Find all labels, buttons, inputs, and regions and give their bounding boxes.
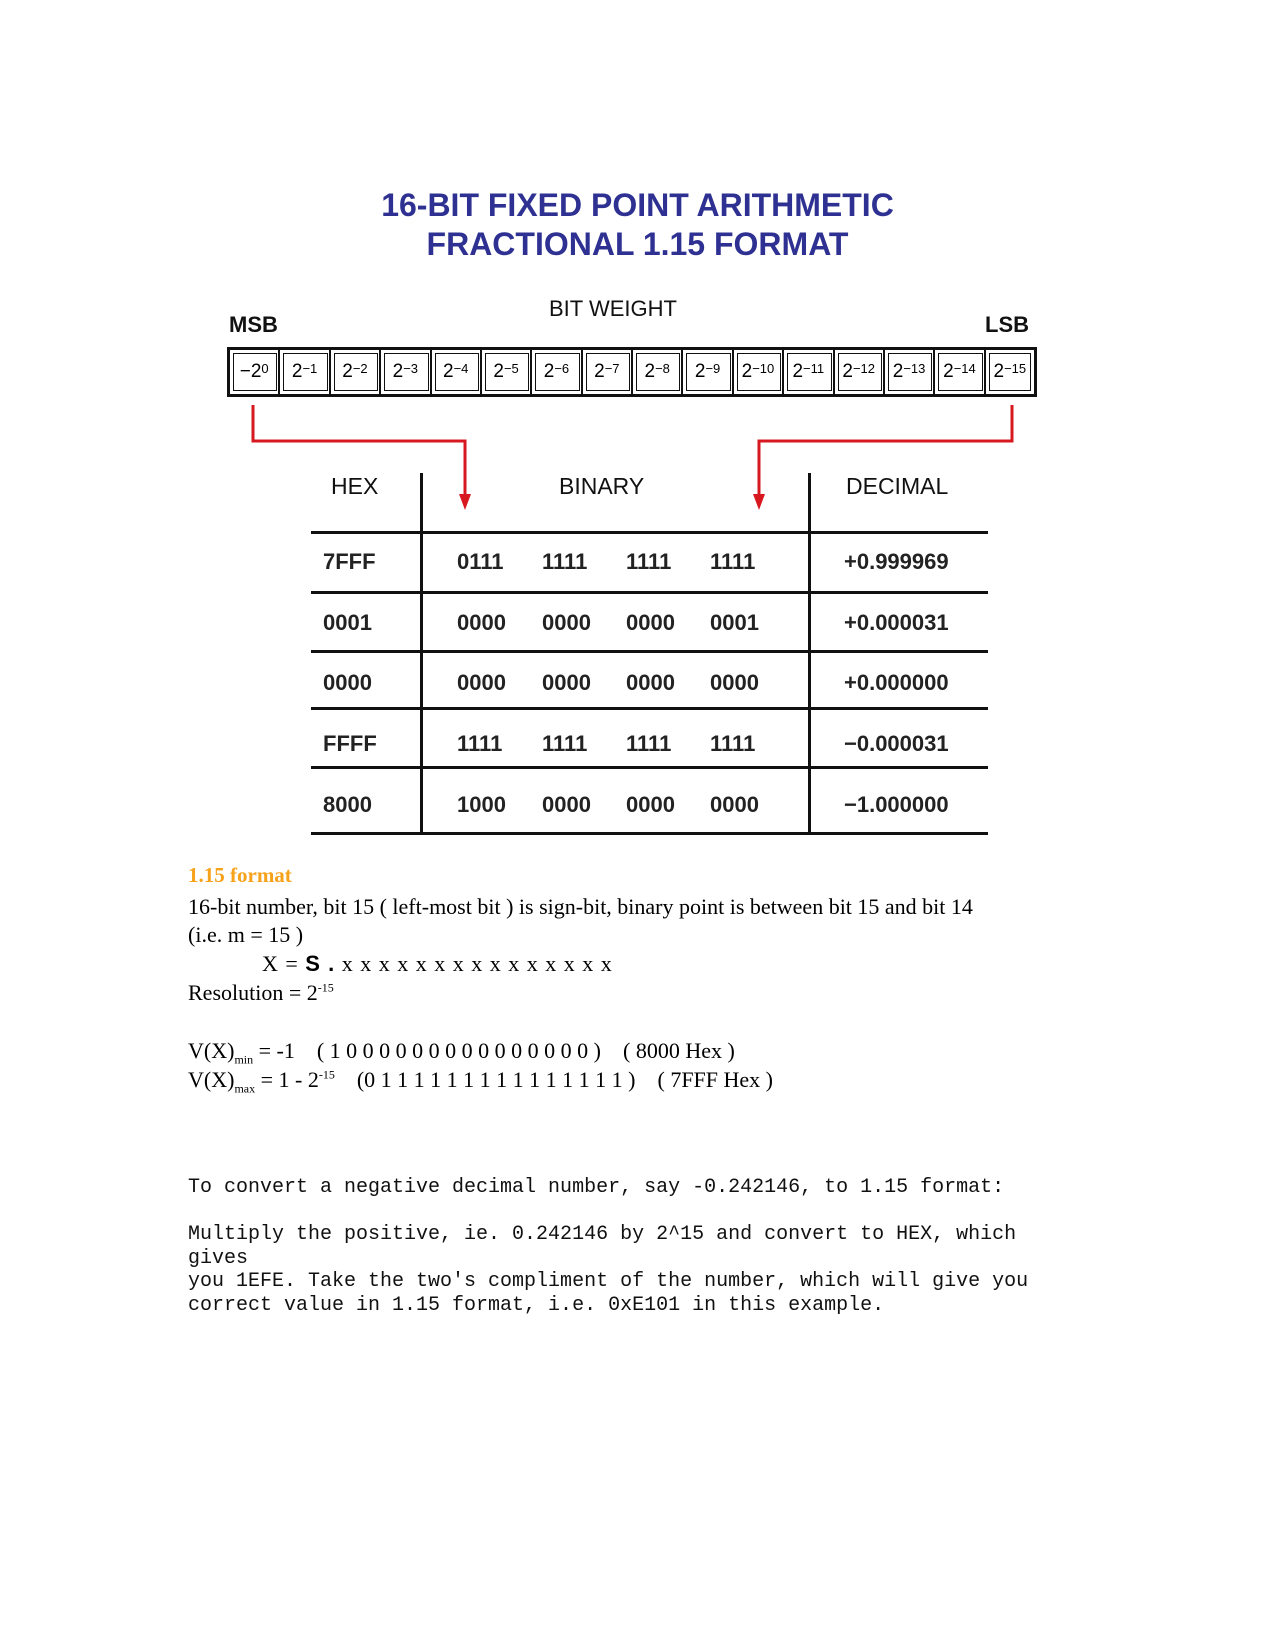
bit-weight-cell: 2 $^{-7}$ (583, 350, 633, 394)
bit-weight-cell: −2 $^0$ (230, 350, 280, 394)
table-cell-binary: 0000 (626, 610, 675, 635)
table-cell-binary: 1111 (542, 731, 588, 756)
table-cell-decimal: +0.999969 (844, 549, 949, 574)
table-cell-binary: 1111 (710, 731, 756, 756)
vmin-line: $V(X)_{min} = -1$ ( 1 0 0 0 0 0 0 0 0 0 0 0 0 0 0 0 ) ( 8000 Hex ) (188, 1038, 735, 1067)
table-cell-decimal: +0.000031 (844, 610, 949, 635)
table-cell-hex: 0001 (323, 610, 372, 635)
bit-weight-cell: 2 $^{-15}$ (986, 350, 1034, 394)
convert-line3: gives (188, 1247, 249, 1270)
table-cell-binary: 0001 (710, 610, 759, 635)
bit-weight-cell: 2 $^{-11}$ (784, 350, 834, 394)
bit-weight-cell: 2 $^{-6}$ (532, 350, 582, 394)
bit-weight-cell: 2 $^{-10}$ (734, 350, 784, 394)
table-cell-hex: FFFF (323, 731, 377, 756)
format-heading: 1.15 format (188, 863, 292, 887)
bit-weight-cell: 2 $^{-14}$ (935, 350, 985, 394)
table-cell-binary: 0000 (542, 610, 591, 635)
bit-weight-cell: 2 $^{-12}$ (835, 350, 885, 394)
table-cell-hex: 8000 (323, 792, 372, 817)
bit-weight-cell: 2 $^{-4}$ (432, 350, 482, 394)
format-description-line1: 16-bit number, bit 15 ( left-most bit ) is sign-bit, binary point is between bit 15 and bit 14 (188, 894, 973, 919)
table-header-binary: BINARY (559, 473, 645, 499)
table-cell-decimal: +0.000000 (844, 670, 949, 695)
table-cell-binary: 1111 (710, 549, 756, 574)
table-divider-binary-decimal (808, 473, 811, 835)
msb-arrow-head (459, 494, 471, 510)
table-bottom-rule (311, 832, 988, 835)
table-cell-decimal: −0.000031 (844, 731, 949, 756)
msb-label: MSB (229, 312, 278, 337)
table-row-rule (311, 766, 988, 769)
table-cell-binary: 0000 (710, 670, 759, 695)
table-header-rule (311, 531, 988, 534)
page-title-line2: FRACTIONAL 1.15 FORMAT (426, 226, 849, 262)
vmax-line: $V(X)_{max} = 1 - 2^{-15}$ (0 1 1 1 1 1 1 1 1 1 1 1 1 1 1 1 ) ( 7FFF Hex ) (188, 1067, 774, 1096)
lsb-label: LSB (985, 312, 1029, 337)
table-cell-binary: 1111 (626, 549, 672, 574)
bit-weight-cell: 2 $^{-1}$ (280, 350, 330, 394)
table-row-rule (311, 707, 988, 710)
page-title-line1: 16-BIT FIXED POINT ARITHMETIC (381, 187, 894, 223)
bit-weight-cell: 2 $^{-13}$ (885, 350, 935, 394)
table-cell-binary: 0000 (626, 670, 675, 695)
table-cell-binary: 0000 (710, 792, 759, 817)
table-cell-decimal: −1.000000 (844, 792, 949, 817)
convert-line1: To convert a negative decimal number, say -0.242146, to 1.15 format: (188, 1176, 1005, 1199)
table-header-decimal: DECIMAL (846, 473, 949, 499)
table-cell-binary: 0000 (542, 792, 591, 817)
table-header-hex: HEX (331, 473, 379, 499)
table-cell-binary: 0000 (542, 670, 591, 695)
bit-weight-cell: 2 $^{-8}$ (633, 350, 683, 394)
bit-weight-cell: 2 $^{-9}$ (683, 350, 733, 394)
bit-weight-label: BIT WEIGHT (549, 296, 677, 321)
table-cell-hex: 7FFF (323, 549, 376, 574)
table-cell-binary: 1111 (542, 549, 588, 574)
lsb-arrow-head (753, 494, 765, 510)
convert-line2: Multiply the positive, ie. 0.242146 by 2^15 and convert to HEX, which (188, 1223, 1017, 1246)
table-cell-binary: 0000 (626, 792, 675, 817)
bit-weight-cell: 2 $^{-2}$ (331, 350, 381, 394)
table-cell-hex: 0000 (323, 670, 372, 695)
table-cell-binary: 1111 (457, 731, 503, 756)
table-cell-binary: 0000 (457, 670, 506, 695)
table-cell-binary: 0111 (457, 549, 504, 574)
table-row-rule (311, 650, 988, 653)
convert-line5: correct value in 1.15 format, i.e. 0xE101 in this example. (188, 1294, 885, 1317)
table-row-rule (311, 591, 988, 594)
format-x-line: X = S . x x x x x x x x x x x x x x x (262, 951, 613, 976)
resolution-line: Resolution = $2^{-15}$ (188, 980, 334, 1005)
format-description-line2: (i.e. m = 15 ) (188, 922, 304, 947)
table-divider-hex-binary (420, 473, 423, 835)
table-cell-binary: 1111 (626, 731, 672, 756)
table-cell-binary: 0000 (457, 610, 506, 635)
bit-weight-cell: 2 $^{-5}$ (482, 350, 532, 394)
table-cell-binary: 1000 (457, 792, 506, 817)
convert-line4: you 1EFE. Take the two's compliment of the number, which will give you (188, 1270, 1029, 1293)
bit-weight-cell: 2 $^{-3}$ (381, 350, 431, 394)
